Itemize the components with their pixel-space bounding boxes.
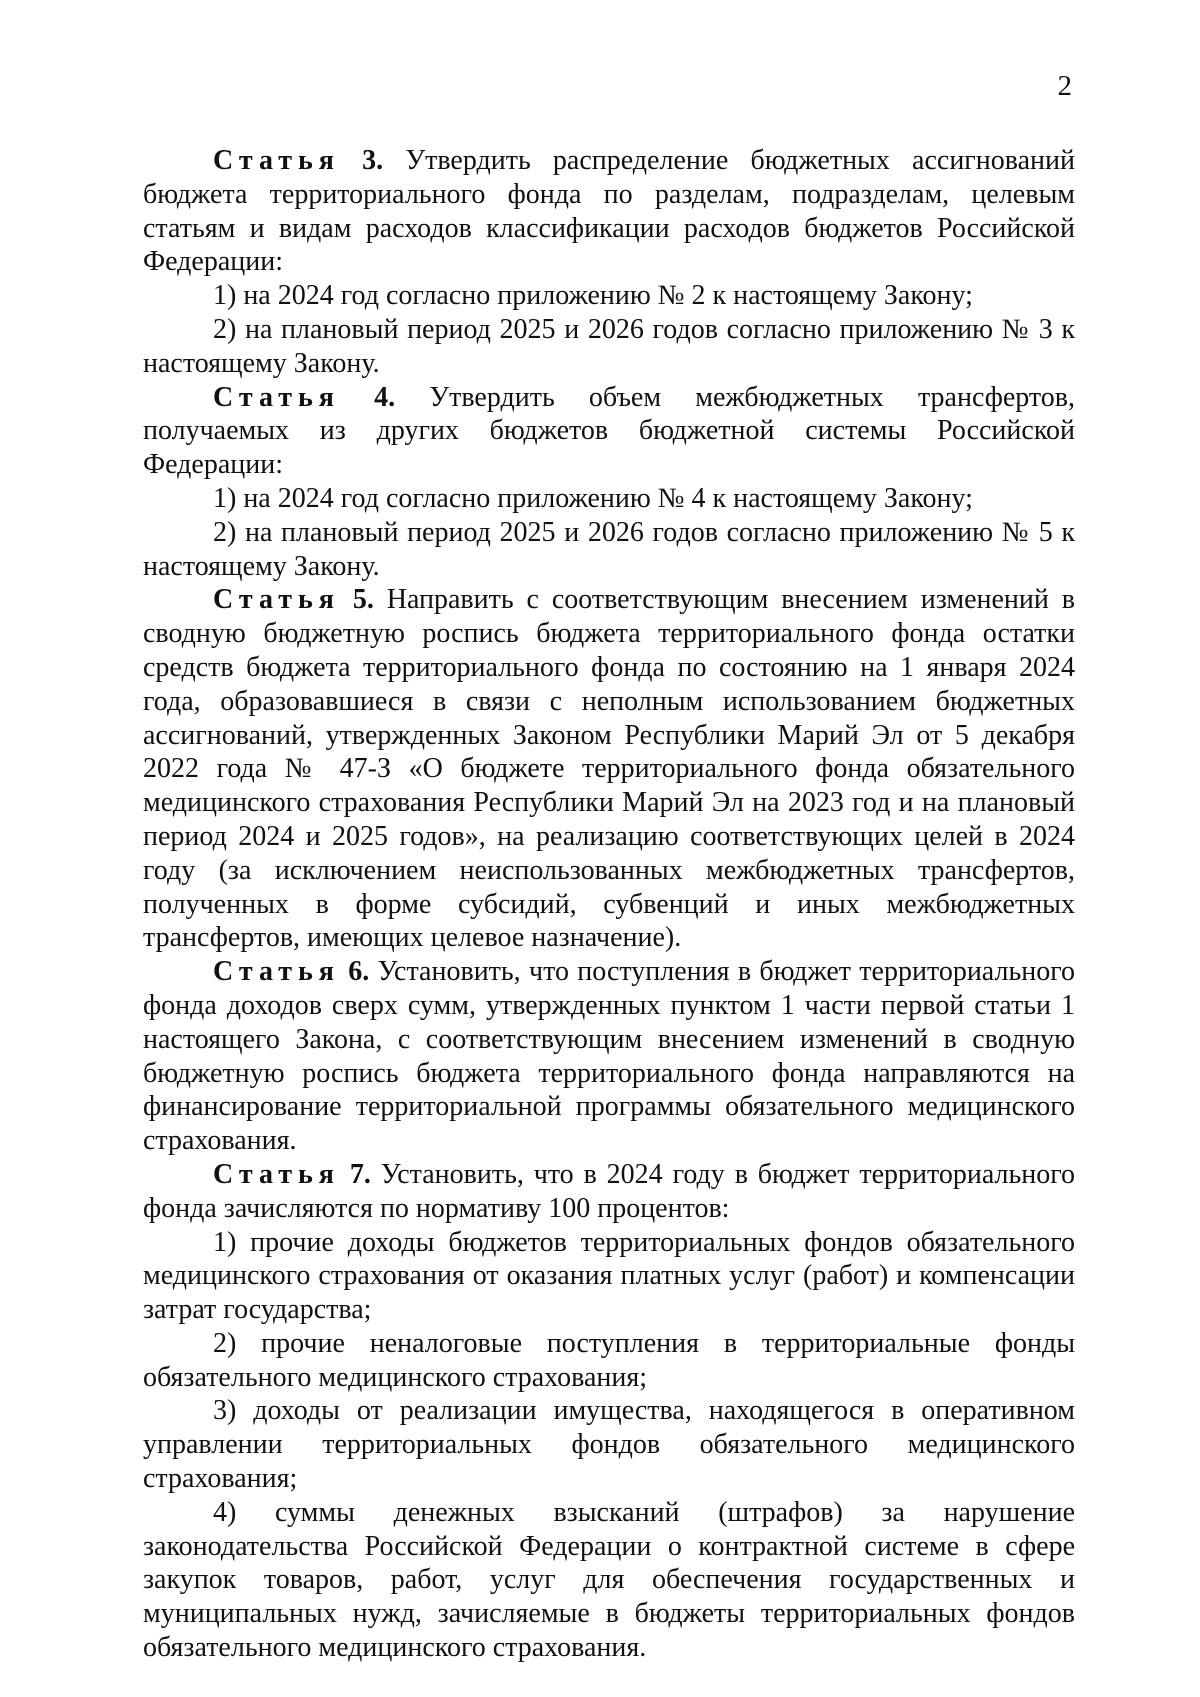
article-6-lead xyxy=(143,955,1075,1158)
article-7-item-4: 4) суммы денежных взысканий (штрафов) за нарушение законодательства Российской Федерации о контрактной системе в сфере закупок товаров, работ, услуг для обеспечения государственных и муниципальных нужд, зачисляемые в бюджеты территориальных фондов обязательного медицинского страхования. xyxy=(143,1496,1075,1664)
article-3-word: Статья xyxy=(213,145,340,176)
article-3-text: Утвердить распределение бюджетных ассигнований бюджета территориального фонда по разделам, подразделам, целевым статьям и видам расходов классификации расходов бюджетов Российской Федерации: xyxy=(143,145,1076,278)
article-7-text: Установить, что в 2024 году в бюджет территориального фонда зачисляются по нормативу 100 процентов: xyxy=(143,1158,1076,1224)
article-4-word: Статья xyxy=(213,381,340,413)
article-7-number: 7. xyxy=(349,1158,371,1190)
article-6-number: 6. xyxy=(348,956,370,988)
document-body xyxy=(143,144,1075,1665)
article-5-text: Направить с соответствующим внесением изменений в сводную бюджетную роспись бюджета территориального фонда остатки средств бюджета территориального фонда по состоянию на 1 января 2024 года, образовавшиеся в связи с неполным использованием бюджетных ассигнований, утвержденных Законом Республики Марий Эл от 5 декабря 2022 года № 47-З «О бюджете территориального фонда обязательного медицинского страхования Республики Марий Эл на 2023 год и на плановый период 2024 и 2025 годов», на реализацию соответствующих целей в 2024 году (за исключением неиспользованных межбюджетных трансфертов, полученных в форме субсидий, субвенций и иных межбюджетных трансфертов, имеющих целевое назначение). xyxy=(143,584,1075,954)
article-6-word: Статья xyxy=(213,956,340,988)
article-4-item-2: 2) на плановый период 2025 и 2026 годов согласно приложению № 5 к настоящему Закону. xyxy=(143,516,1075,582)
article-5-word: Статья xyxy=(213,584,340,616)
article-5-number: 5. xyxy=(352,584,374,616)
article-5-lead xyxy=(143,583,1075,955)
article-7-item-1: 1) прочие доходы бюджетов территориальных фондов обязательного медицинского страхования от оказания платных услуг (работ) и компенсации затрат государства; xyxy=(143,1226,1075,1326)
article-7-word: Статья xyxy=(213,1158,340,1190)
article-4-number: 4. xyxy=(374,381,396,413)
article-4-lead xyxy=(143,381,1075,482)
article-7-item-3: 3) доходы от реализации имущества, находящегося в оперативном управлении территориальных фондов обязательного медицинского страхования; xyxy=(143,1395,1075,1495)
article-6-text: Установить, что поступления в бюджет территориального фонда доходов сверх сумм, утвержденных пунктом 1 части первой статьи 1 настоящего Закона, с соответствующим внесением изменений в сводную бюджетную роспись бюджета территориального фонда направляются на финансирование территориальной программы обязательного медицинского страхования. xyxy=(143,956,1075,1157)
article-4-text: Утвердить объем межбюджетных трансфертов, получаемых из других бюджетов бюджетной системы Российской Федерации: xyxy=(143,381,1076,481)
article-4-item-1: 1) на 2024 год согласно приложению № 4 к настоящему Закону; xyxy=(213,482,973,514)
article-3-lead xyxy=(143,144,1075,279)
article-3-number: 3. xyxy=(362,145,384,176)
page-number: 2 xyxy=(1057,70,1072,102)
article-3-item-1: 1) на 2024 год согласно приложению № 2 к настоящему Закону; xyxy=(213,280,973,312)
article-3-item-2: 2) на плановый период 2025 и 2026 годов согласно приложению № 3 к настоящему Закону. xyxy=(143,313,1075,379)
article-7-lead xyxy=(143,1158,1075,1226)
article-7-item-2: 2) прочие неналоговые поступления в территориальные фонды обязательного медицинского страхования; xyxy=(143,1327,1075,1393)
